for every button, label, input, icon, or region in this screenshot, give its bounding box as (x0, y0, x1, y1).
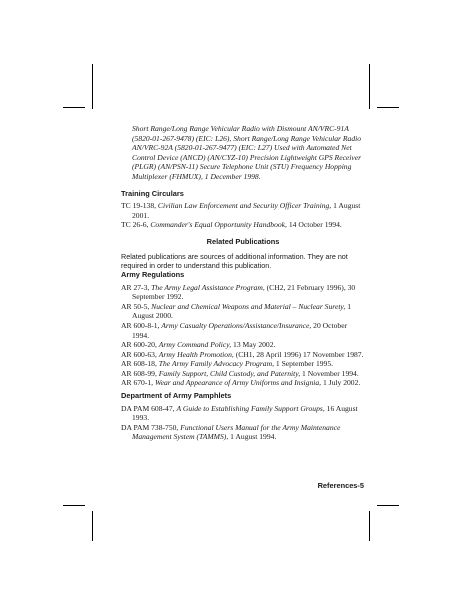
crop-mark-bottom-left (92, 511, 93, 541)
reference-entry: AR 608-18, The Army Family Advocacy Program, 1 September 1995. (121, 359, 334, 369)
army-regulations-heading: Army Regulations (121, 269, 185, 279)
reference-entry: TC 26-6, Commander's Equal Opportunity Handbook, 14 October 1994. (121, 220, 342, 230)
reference-entry: AR 600-63, Army Health Promotion, (CH1, 28 April 1996) 17 November 1987. (121, 349, 364, 359)
crop-mark-top-right (369, 64, 370, 109)
reference-entry: AR 27-3, The Army Legal Assistance Program, (CH2, 21 February 1996), 30 September 1992. (121, 282, 356, 302)
page-number: References-5 (317, 481, 364, 490)
crop-mark-top-left (92, 64, 93, 109)
reference-entry: AR 50-5, Nuclear and Chemical Weapons and Material – Nuclear Surety, 1 August 2000. (121, 301, 351, 321)
reference-entry: AR 670-1, Wear and Appearance of Army Uniforms and Insignia, 1 July 2002. (121, 378, 361, 388)
related-publications-intro: Related publications are sources of additional information. They are not required in order to understand this publication. (121, 251, 348, 270)
references-content (121, 124, 365, 442)
crop-mark-bottom-left-h (63, 505, 85, 506)
related-publications-heading: Related Publications (206, 236, 280, 246)
reference-entry: AR 608-99, Family Support, Child Custody, and Paternity, 1 November 1994. (121, 368, 359, 378)
crop-mark-bottom-right (369, 511, 370, 541)
reference-entry: AR 600-8-1, Army Casualty Operations/Assistance/Insurance, 20 October 1994. (121, 320, 348, 340)
reference-entry: TC 19-138, Civilian Law Enforcement and Security Officer Training, 1 August 2001. (121, 201, 361, 220)
reference-entry: DA PAM 608-47, A Guide to Establishing Family Support Groups, 16 August 1993. (121, 403, 358, 423)
pamphlets-heading: Department of Army Pamphlets (121, 391, 232, 401)
reference-entry: AR 600-20, Army Command Policy, 13 May 2002. (121, 340, 276, 350)
continuation-text: Short Range/Long Range Vehicular Radio with Dismount AN/VRC-91A (5820-01-267-9478) (EIC: L26), Short Range/Long Range Vehicular Radio AN/VRC-92A (5820-01-267-9477) (EIC: L27) Used with Automated Net Control Device (ANCD) (AN/CYZ-10) Precision Lightweight GPS Receiver (PLGR) (AN/PSN-11) Secure Telephone Unit (STU) Frequency Hopping Multiplexer (FHMUX), 1 December 1998. (132, 124, 362, 181)
crop-mark-top-right-h (377, 107, 399, 108)
crop-mark-bottom-right-h (377, 505, 399, 506)
reference-entry: DA PAM 738-750, Functional Users Manual for the Army Maintenance Management System (TAMMS), 1 August 1994. (121, 422, 341, 442)
training-circulars-heading: Training Circulars (121, 188, 184, 198)
crop-mark-top-left-h (63, 107, 85, 108)
